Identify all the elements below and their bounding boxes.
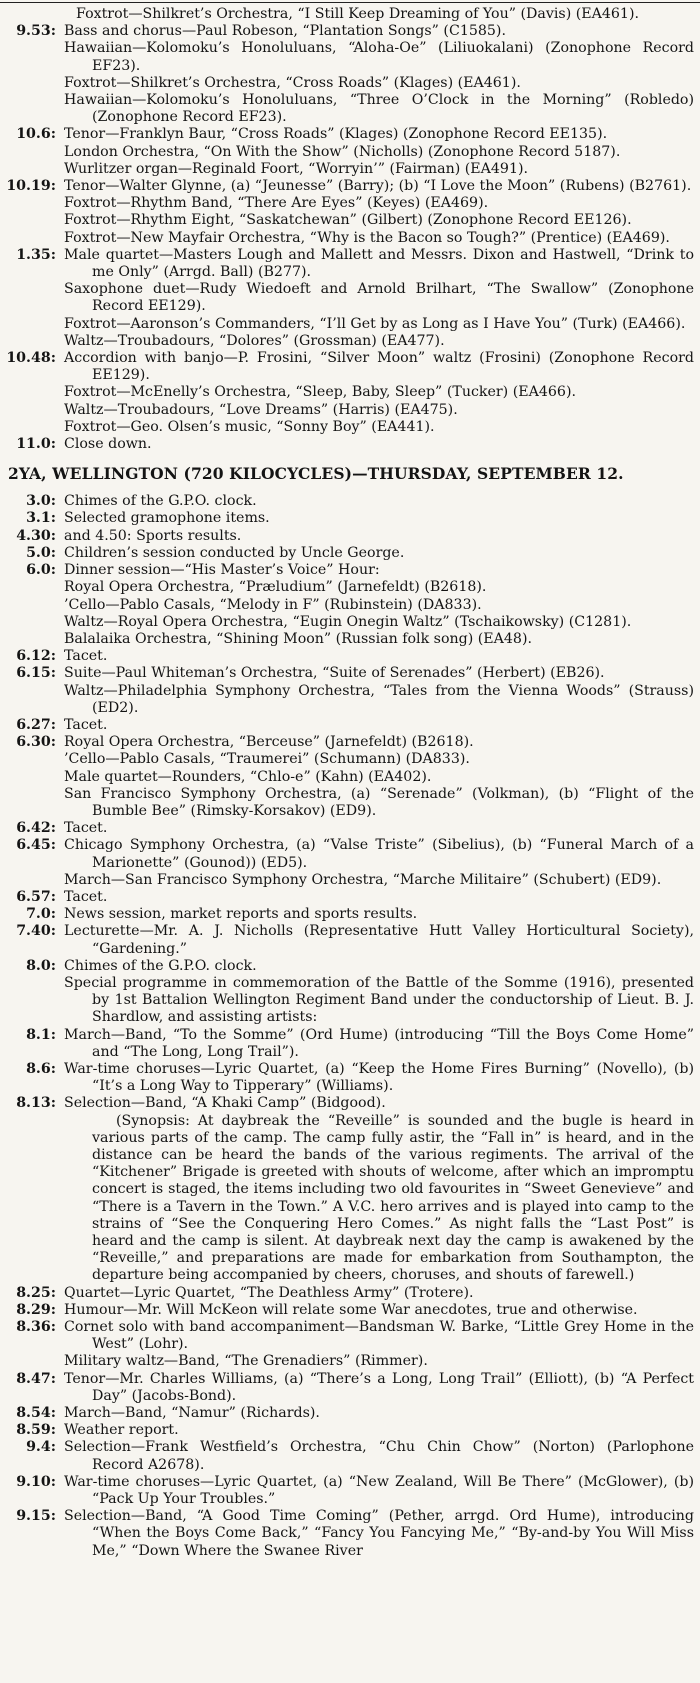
programme-entry (6, 1285, 694, 1302)
time-label: 8.6 : (6, 1061, 56, 1078)
time-label: 8.59 : (6, 1422, 56, 1439)
programme-entry (6, 1095, 694, 1284)
programme-entry (6, 1422, 694, 1439)
programme-item: Hawaiian—Kolomoku’s Honoluluans, “Aloha-Oe” (Liliuokalani) (Zonophone Record EF23). (64, 40, 694, 74)
programme-entry (6, 1439, 694, 1473)
time-label: 8.0 : (6, 958, 56, 975)
time-label: 10.19 : (6, 178, 56, 195)
programme-entry (6, 178, 694, 247)
synopsis-paragraph: (Synopsis: At daybreak the “Reveille” is sounded and the bugle is heard in various parts of the camp. The camp fully astir, the “Fall in” is heard, and in the distance can be heard the bands of the various regiments. The arrival of the “Kitchener” Brigade is greeted with shouts of welcome, after which an impromptu concert is staged, the items including two old favourites in “Sweet Genevieve” and “There is a Tavern in the Town.” A V.C. hero arrives and is played into camp to the strains of “See the Conquering Hero Comes.” As night falls the “Last Post” is heard and the camp is silent. At daybreak next day the camp is awakened by the “Reveille,” and preparations are made for embarkation from Southampton, the departure being accompanied by cheers, choruses, and shouts of farewell.) (92, 1112, 694, 1284)
time-label: 8.36 : (6, 1319, 56, 1336)
programme-item: Tenor—Walter Glynne, (a) “Jeunesse” (Barry); (b) “I Love the Moon” (Rubens) (B2761). (64, 178, 692, 195)
time-label: 6.0 : (6, 562, 56, 579)
time-label: 8.54 : (6, 1405, 56, 1422)
programme-item: Weather report. (64, 1422, 179, 1439)
programme-item: Tacet. (64, 820, 108, 837)
time-label: 10.6 : (6, 126, 56, 143)
programme-entry (6, 1027, 694, 1061)
programme-item: Waltz—Philadelphia Symphony Orchestra, “Tales from the Vienna Woods” (Strauss) (ED2). (64, 682, 694, 716)
time-label: 8.25 : (6, 1285, 56, 1302)
time-label: 7.40 : (6, 923, 56, 940)
programme-entry (6, 906, 694, 923)
programme-item: Dinner session—“His Master’s Voice” Hour: (64, 562, 380, 579)
programme-item: Balalaika Orchestra, “Shining Moon” (Russian folk song) (EA48). (64, 630, 532, 647)
programme-item: Male quartet—Rounders, “Chlo-e” (Kahn) (EA402). (64, 768, 432, 785)
programme-entry (6, 1061, 694, 1095)
programme-item: Foxtrot—Geo. Olsen’s music, “Sonny Boy” (EA441). (64, 418, 435, 435)
programme-item: Foxtrot—Shilkret’s Orchestra, “I Still Keep Dreaming of You” (Davis) (EA461). (76, 6, 639, 22)
time-label: 6.15 : (6, 665, 56, 682)
time-label: 6.45 : (6, 837, 56, 854)
time-label: 9.10 : (6, 1474, 56, 1491)
time-label: 1.35 : (6, 247, 56, 264)
programme-item: March—Band, “To the Somme” (Ord Hume) (introducing “Till the Boys Come Home” and “The Long, Long Trail”). (64, 1026, 694, 1060)
programme-entry (6, 545, 694, 562)
programme-item: War-time choruses—Lyric Quartet, (a) “New Zealand, Will Be There” (McGlower), (b) “Pack Up Your Troubles.” (64, 1473, 694, 1508)
programme-column (6, 6, 694, 1560)
programme-item: ’Cello—Pablo Casals, “Traumerei” (Schumann) (DA833). (64, 751, 470, 768)
programme-item: Tacet. (64, 888, 108, 905)
programme-entry (6, 247, 694, 350)
time-label: 6.57 : (6, 889, 56, 906)
programme-item: Selected gramophone items. (64, 510, 270, 527)
programme-item: Close down. (64, 436, 152, 453)
programme-item: News session, market reports and sports results. (64, 906, 418, 923)
programme-item: Chimes of the G.P.O. clock. (64, 493, 257, 510)
programme-item: Foxtrot—McEnelly’s Orchestra, “Sleep, Baby, Sleep” (Tucker) (EA466). (64, 384, 576, 401)
programme-item: Male quartet—Masters Lough and Mallett and Messrs. Dixon and Hastwell, “Drink to me Only” (Arrgd. Ball) (B277). (64, 246, 694, 281)
time-label: 6.30 : (6, 734, 56, 751)
programme-item: Tacet. (64, 716, 108, 733)
programme-item: Hawaiian—Kolomoku’s Honoluluans, “Three O’Clock in the Morning” (Robledo) (Zonophone Record EF23). (64, 92, 694, 126)
time-label: 6.27 : (6, 717, 56, 734)
programme-entry (6, 1302, 694, 1319)
time-label: 8.29 : (6, 1302, 56, 1319)
programme-item: ’Cello—Pablo Casals, “Melody in F” (Rubinstein) (DA833). (64, 596, 482, 613)
programme-item: Foxtrot—Aaronson’s Commanders, “I’ll Get by as Long as I Have You” (Turk) (EA466). (64, 315, 686, 332)
programme-item: Quartet—Lyric Quartet, “The Deathless Army” (Trotere). (64, 1284, 474, 1301)
programme-item: March—Band, “Namur” (Richards). (64, 1405, 320, 1422)
time-label: 8.47 : (6, 1371, 56, 1388)
time-label: 9.4 : (6, 1439, 56, 1456)
time-label: 6.42 : (6, 820, 56, 837)
programme-item: Foxtrot—Shilkret’s Orchestra, “Cross Roads” (Klages) (EA461). (64, 74, 521, 91)
programme-item: Cornet solo with band accompaniment—Bandsman W. Barke, “Little Grey Home in the West” (Lohr). (64, 1319, 694, 1353)
time-label: 8.1 : (6, 1027, 56, 1044)
programme-item: London Orchestra, “On With the Show” (Nicholls) (Zonophone Record 5187). (64, 143, 621, 160)
programme-item: Selection—Band, “A Khaki Camp” (Bidgood). (64, 1095, 386, 1112)
programme-item: Wurlitzer organ—Reginald Foort, “Worryin’” (Fairman) (EA491). (64, 160, 529, 177)
programme-item: Saxophone duet—Rudy Wiedoeft and Arnold Brilhart, “The Swallow” (Zonophone Record EE129). (64, 281, 694, 315)
time-label: 10.48 : (6, 350, 56, 367)
programme-item: Waltz—Troubadours, “Dolores” (Grossman) (EA477). (64, 332, 445, 349)
time-label: 3.0 : (6, 493, 56, 510)
programme-entry (6, 837, 694, 889)
programme-item: Selection—Frank Westfield’s Orchestra, “Chu Chin Chow” (Norton) (Parlophone Record A2678). (64, 1439, 694, 1473)
programme-entry (6, 820, 694, 837)
programme-item: Military waltz—Band, “The Grenadiers” (Rimmer). (64, 1353, 428, 1370)
station-heading: 2YA, WELLINGTON (720 KILOCYCLES)—THURSDAY, SEPTEMBER 12. (8, 464, 624, 484)
programme-entry (6, 717, 694, 734)
programme-item: March—San Francisco Symphony Orchestra, “Marche Militaire” (Schubert) (ED9). (64, 871, 662, 888)
programme-item: Children’s session conducted by Uncle George. (64, 544, 405, 561)
time-label: 11.0 : (6, 436, 56, 453)
programme-entry (6, 126, 694, 178)
programme-item: War-time choruses—Lyric Quartet, (a) “Keep the Home Fires Burning” (Novello), (b) “It’s a Long Way to Tipperary” (Williams). (64, 1060, 694, 1095)
programme-entry (6, 665, 694, 717)
programme-item: Humour—Mr. Will McKeon will relate some War anecdotes, true and otherwise. (64, 1301, 638, 1318)
programme-entry (6, 1474, 694, 1508)
programme-entry (6, 562, 694, 648)
programme-item: Selection—Band, “A Good Time Coming” (Pether, arrgd. Ord Hume), introducing “When the Boys Come Back,” “Fancy You Fancying Me,” “By-and-by You Will Miss Me,” “Down Where the Swanee River (64, 1508, 694, 1559)
time-label: 4.30 : (6, 528, 56, 545)
programme-item: Accordion with banjo—P. Frosini, “Silver Moon” waltz (Frosini) (Zonophone Record EE129). (64, 350, 694, 384)
programme-entry (6, 648, 694, 665)
programme-entry (6, 436, 694, 453)
time-label: 5.0 : (6, 545, 56, 562)
programme-item: Waltz—Troubadours, “Love Dreams” (Harris) (EA475). (64, 401, 458, 418)
programme-item: Special programme in commemoration of the Battle of the Somme (1916), presented by 1st Battalion Wellington Regiment Band under the conductorship of Lieut. B. J. Shardlow, and assisting artists: (64, 974, 694, 1026)
programme-entry (6, 1405, 694, 1422)
time-label: 3.1 : (6, 510, 56, 527)
programme-entry (6, 6, 694, 23)
programme-item: Royal Opera Orchestra, “Præludium” (Jarnefeldt) (B2618). (64, 579, 487, 596)
programme-item: Tenor—Mr. Charles Williams, (a) “There’s a Long, Long Trail” (Elliott), (b) “A Perfect Day” (Jacobs-Bond). (64, 1370, 694, 1404)
programme-item: Foxtrot—Rhythm Band, “There Are Eyes” (Keyes) (EA469). (64, 195, 489, 212)
programme-entry (6, 1371, 694, 1405)
top-rule (0, 2, 700, 3)
programme-item: Lecturette—Mr. A. J. Nicholls (Representative Hutt Valley Horticultural Society), “Gardening.” (64, 923, 694, 957)
time-label: 8.13 : (6, 1095, 56, 1112)
programme-item: Tenor—Franklyn Baur, “Cross Roads” (Klages) (Zonophone Record EE135). (64, 126, 608, 143)
time-label: 9.15 : (6, 1508, 56, 1525)
programme-item: Tacet. (64, 648, 108, 665)
programme-item: Foxtrot—Rhythm Eight, “Saskatchewan” (Gilbert) (Zonophone Record EE126). (64, 212, 632, 229)
time-label: 6.12 : (6, 648, 56, 665)
programme-entry (6, 923, 694, 957)
programme-item: Chimes of the G.P.O. clock. (64, 957, 257, 974)
programme-item: Bass and chorus—Paul Robeson, “Plantation Songs” (C1585). (64, 23, 506, 40)
programme-item: and 4.50: Sports results. (64, 527, 242, 544)
programme-item: Foxtrot—New Mayfair Orchestra, “Why is the Bacon so Tough?” (Prentice) (EA469). (64, 229, 670, 246)
programme-entry (6, 1319, 694, 1371)
programme-item: Royal Opera Orchestra, “Berceuse” (Jarnefeldt) (B2618). (64, 734, 474, 751)
programme-entry (6, 1508, 694, 1560)
programme-entry (6, 493, 694, 510)
programme-item: Chicago Symphony Orchestra, (a) “Valse Triste” (Sibelius), (b) “Funeral March of a Marionette” (Gounod)) (ED5). (64, 837, 694, 871)
programme-item: San Francisco Symphony Orchestra, (a) “Serenade” (Volkman), (b) “Flight of the Bumble Bee” (Rimsky-Korsakov) (ED9). (64, 785, 694, 819)
time-label: 7.0 : (6, 906, 56, 923)
programme-entry (6, 350, 694, 436)
time-label: 9.53 : (6, 23, 56, 40)
programme-entry (6, 510, 694, 527)
programme-item: Suite—Paul Whiteman’s Orchestra, “Suite of Serenades” (Herbert) (EB26). (64, 665, 605, 682)
programme-entry (6, 889, 694, 906)
programme-entry (6, 528, 694, 545)
programme-entry (6, 734, 694, 820)
programme-entry (6, 958, 694, 1027)
programme-item: Waltz—Royal Opera Orchestra, “Eugin Onegin Waltz” (Tschaikowsky) (C1281). (64, 613, 632, 630)
programme-entry (6, 23, 694, 126)
